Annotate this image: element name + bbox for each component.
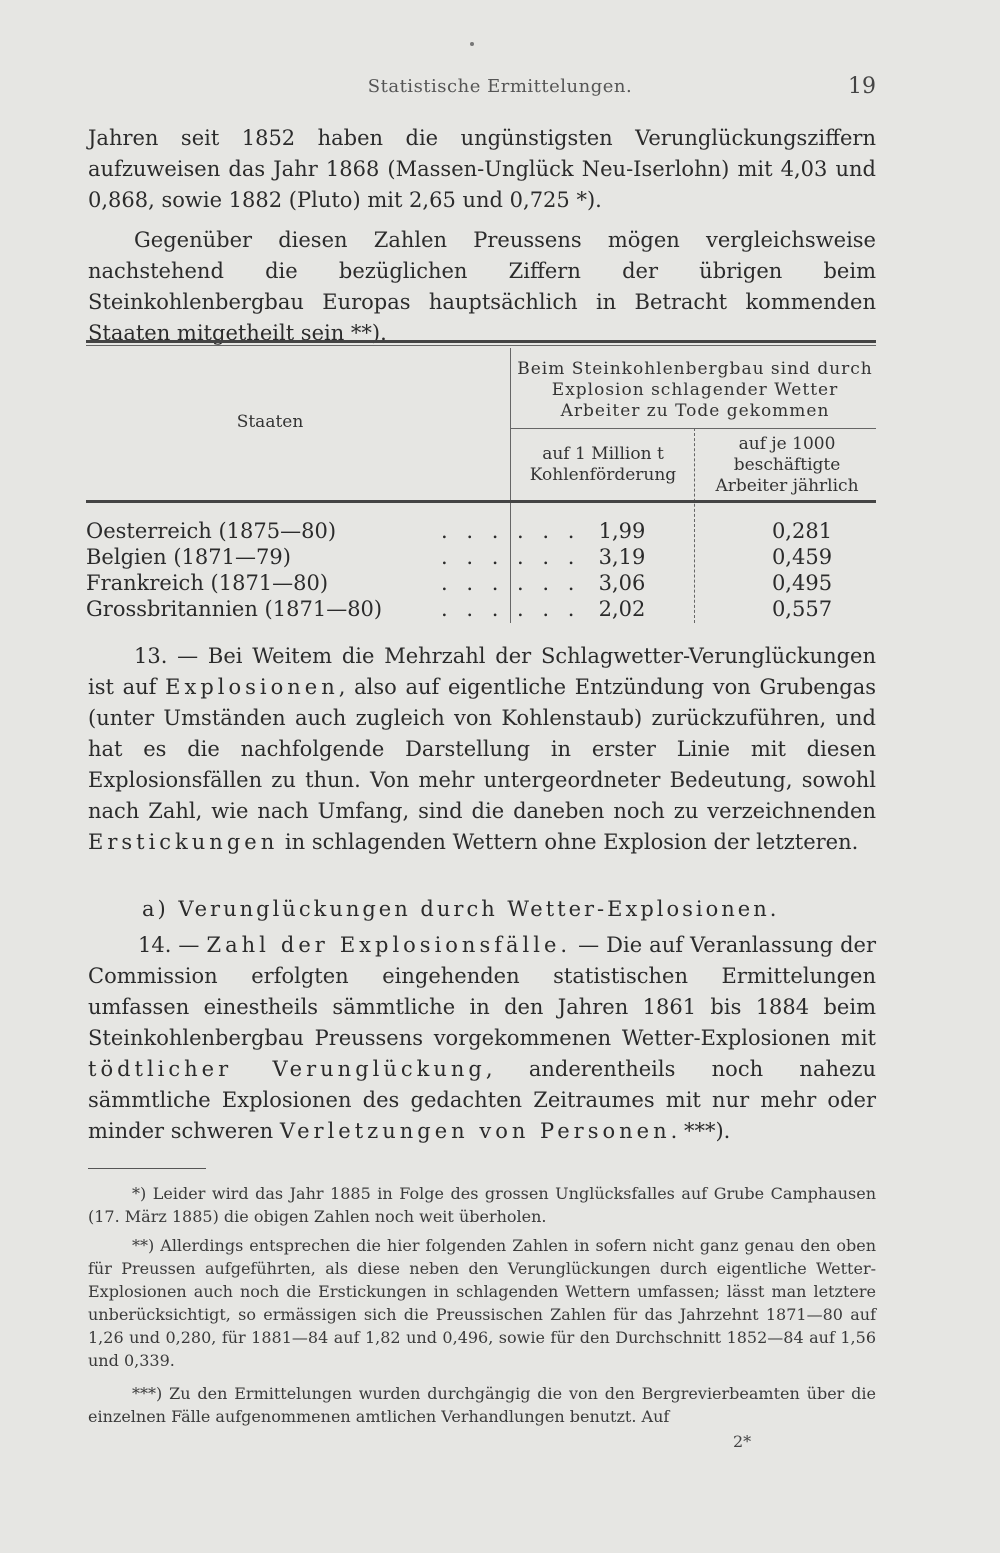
- row-state: Oesterreich (1875—80): [86, 519, 337, 543]
- signature-mark: 2*: [733, 1432, 752, 1451]
- row-dots: . . . . . .: [441, 545, 581, 569]
- paragraph-2: Gegenüber diesen Zahlen Preussens mögen vergleichsweise nachstehend die bezüglichen Ziffern der übrigen beim Steinkohlenbergbau Europas hauptsächlich in Betracht kommenden Staaten mitgetheilt sein **).: [88, 228, 876, 345]
- row-value-b: 0,557: [771, 597, 833, 621]
- p14-spaced-verletzungen: Verletzungen von Personen: [279, 1119, 671, 1143]
- paragraph-14: [88, 930, 876, 1147]
- running-header: Statistische Ermittelungen.: [367, 76, 633, 97]
- footnote-rule: [88, 1168, 206, 1169]
- row-state: Frankreich (1871—80): [86, 571, 329, 595]
- table-top-rule: [86, 340, 876, 343]
- paragraph-1: Jahren seit 1852 haben die ungünstigsten Verunglückungsziffern aufzuweisen das Jahr 1868 (Massen-Unglück Neu-Iserlohn) mit 4,03 und 0,868, sowie 1882 (Pluto) mit 2,65 und 0,725 *).: [88, 126, 876, 212]
- paragraph-13: [88, 641, 876, 858]
- p13-spaced-erstickungen: Erstickungen: [88, 830, 279, 854]
- p14-num: 14. —: [138, 933, 207, 957]
- p14-mid: — Die auf Veranlassung der Commission erfolgten eingehenden statistischen Ermittelungen umfassen einestheils sämmtliche in den Jahren 1861 bis 1884 beim Steinkohlenbergbau Preussens vorgekommenen Wetter-Explosionen mit: [88, 933, 877, 1050]
- footnote-2: **) Allerdings entsprechen die hier folgenden Zahlen in sofern nicht ganz genau den oben für Preussen aufgeführten, als diese neben den Verunglückungen durch eigentliche Wetter-Explosionen auch noch die Erstickungen in schlagenden Wettern umfassen; lässt man letztere unberücksichtigt, so ermässigen sich die Preussischen Zahlen für das Jahrzehnt 1871—80 auf 1,26 und 0,280, für 1881—84 auf 1,82 und 0,496, sowie für den Durchschnitt 1852—84 auf 1,56 und 0,339.: [88, 1236, 876, 1370]
- p13-end: in schlagenden Wettern ohne Explosion der letzteren.: [278, 830, 859, 854]
- table-subheader-rule: [510, 428, 876, 429]
- paper-speck: [470, 42, 474, 46]
- row-value-b: 0,281: [771, 519, 833, 543]
- p13-start: 13. — Bei Weitem die Mehrzahl der Schlagwetter-Verunglückungen ist auf: [88, 644, 876, 699]
- header-group: Beim Steinkohlenbergbau sind durch Explosion schlagender Wetter Arbeiter zu Tode gekommen: [517, 359, 873, 421]
- p14-end: . ***).: [670, 1119, 731, 1143]
- row-value-a: 2,02: [598, 597, 646, 621]
- row-dots: . . . . . .: [441, 571, 581, 595]
- p13-mid: , also auf eigentliche Entzündung von Grubengas (unter Umständen auch zugleich von Kohlenstaub) zurückzuführen, und hat es die nachfolgende Darstellung in erster Linie mit diesen Explosionsfällen zu thun. Von mehr untergeordneter Bedeutung, sowohl nach Zahl, wie nach Umfang, sind die daneben noch zu verzeichnenden: [88, 675, 876, 823]
- row-value-b: 0,495: [771, 571, 833, 595]
- row-value-a: 3,19: [598, 545, 646, 569]
- row-value-b: 0,459: [771, 545, 833, 569]
- row-dots: . . . . . .: [441, 597, 581, 621]
- p14-mid2: , anderentheils noch nahezu sämmtliche Explosionen des gedachten Zeitraumes mit nur mehr oder minder schweren: [88, 1057, 876, 1143]
- table-header-rule: [86, 500, 876, 503]
- header-col-a: auf 1 Million t Kohlenförderung: [529, 444, 677, 485]
- row-state: Grossbritannien (1871—80): [86, 597, 383, 621]
- table-row: [86, 597, 886, 627]
- section-heading: a) Verunglückungen durch Wetter-Explosionen.: [142, 897, 780, 921]
- header-col-b: auf je 1000 beschäftigte Arbeiter jährlich: [715, 434, 859, 496]
- p13-spaced-explosionen: Explosionen: [165, 675, 339, 699]
- header-staaten: Staaten: [236, 412, 304, 432]
- row-dots: . . . . . .: [441, 519, 581, 543]
- row-state: Belgien (1871—79): [86, 545, 291, 569]
- row-value-a: 3,06: [598, 571, 646, 595]
- row-value-a: 1,99: [598, 519, 646, 543]
- footnote-3: ***) Zu den Ermittelungen wurden durchgängig die von den Bergrevierbeamten über die einzelnen Fälle aufgenommenen amtlichen Verhandlungen benutzt. Auf: [88, 1384, 876, 1426]
- footnote-1: *) Leider wird das Jahr 1885 in Folge des grossen Unglücksfalles auf Grube Camphausen (17. März 1885) die obigen Zahlen noch weit überholen.: [88, 1184, 876, 1226]
- p14-spaced-title: Zahl der Explosionsfälle.: [206, 933, 572, 957]
- p14-spaced-toedtlicher: tödtlicher Verunglückung: [88, 1057, 486, 1081]
- table-top-rule-thin: [86, 345, 876, 346]
- page-number: 19: [848, 74, 876, 99]
